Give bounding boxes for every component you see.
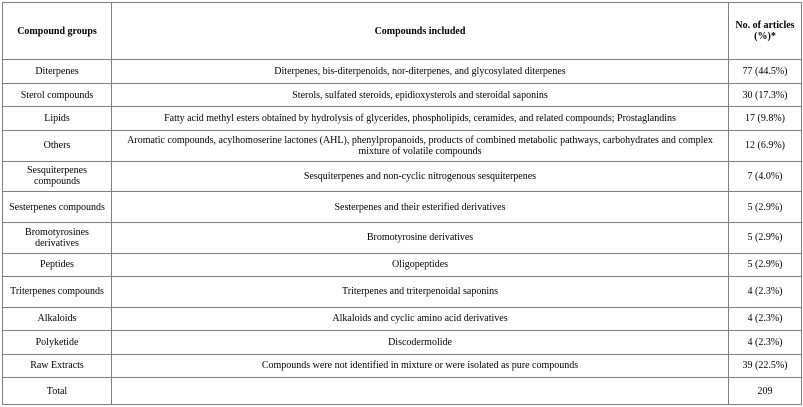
cell-compounds: Discodermolide	[112, 331, 729, 355]
header-row	[3, 3, 802, 60]
cell-group: Sesterpenes compounds	[3, 192, 112, 223]
cell-compounds: Diterpenes, bis-diterpenoids, nor-diterpenes, and glycosylated diterpenes	[112, 60, 729, 84]
table-row	[3, 161, 802, 192]
cell-compounds: Bromotyrosine derivatives	[112, 222, 729, 253]
cell-group: Diterpenes	[3, 60, 112, 84]
cell-articles: 77 (44.5%)	[729, 60, 802, 84]
cell-group: Lipids	[3, 107, 112, 131]
table-row	[3, 331, 802, 355]
cell-articles: 5 (2.9%)	[729, 253, 802, 277]
cell-compounds: Sesterpenes and their esterified derivatives	[112, 192, 729, 223]
cell-group: Sesquiterpenes compounds	[3, 161, 112, 192]
cell-articles: 4 (2.3%)	[729, 307, 802, 331]
total-row	[3, 378, 802, 405]
cell-compounds: Sterols, sulfated steroids, epidioxysterols and steroidal saponins	[112, 83, 729, 107]
cell-group: Alkaloids	[3, 307, 112, 331]
cell-compounds: Fatty acid methyl esters obtained by hydrolysis of glycerides, phospholipids, ceramides, and related compounds; Prostaglandins	[112, 107, 729, 131]
cell-group: Polyketide	[3, 331, 112, 355]
cell-group: Peptides	[3, 253, 112, 277]
table-row	[3, 107, 802, 131]
cell-compounds: Oligopeptides	[112, 253, 729, 277]
header-compound-groups: Compound groups	[3, 3, 112, 60]
cell-group: Sterol compounds	[3, 83, 112, 107]
cell-articles: 39 (22.5%)	[729, 354, 802, 378]
cell-compounds: Sesquiterpenes and non-cyclic nitrogenous sesquiterpenes	[112, 161, 729, 192]
cell-articles: 4 (2.3%)	[729, 331, 802, 355]
cell-group: Bromotyrosines derivatives	[3, 222, 112, 253]
table-row	[3, 130, 802, 161]
total-articles: 209	[729, 378, 802, 405]
cell-articles: 4 (2.3%)	[729, 277, 802, 308]
table-row	[3, 307, 802, 331]
cell-group: Triterpenes compounds	[3, 277, 112, 308]
cell-articles: 7 (4.0%)	[729, 161, 802, 192]
table-row	[3, 277, 802, 308]
cell-compounds: Aromatic compounds, acylhomoserine lactones (AHL), phenylpropanoids, products of combined metabolic pathways, carbohydrates and complex mixture of volatile compounds	[112, 130, 729, 161]
table-row	[3, 192, 802, 223]
total-compounds	[112, 378, 729, 405]
cell-articles: 30 (17.3%)	[729, 83, 802, 107]
table-row	[3, 354, 802, 378]
table-row	[3, 222, 802, 253]
table-row	[3, 60, 802, 84]
cell-articles: 5 (2.9%)	[729, 222, 802, 253]
cell-articles: 5 (2.9%)	[729, 192, 802, 223]
cell-compounds: Triterpenes and triterpenoidal saponins	[112, 277, 729, 308]
cell-articles: 12 (6.9%)	[729, 130, 802, 161]
total-label: Total	[3, 378, 112, 405]
header-no-of-articles: No. of articles (%)*	[729, 3, 802, 60]
cell-compounds: Alkaloids and cyclic amino acid derivatives	[112, 307, 729, 331]
compound-groups-table	[2, 2, 802, 405]
cell-group: Others	[3, 130, 112, 161]
header-compounds-included: Compounds included	[112, 3, 729, 60]
cell-group: Raw Extracts	[3, 354, 112, 378]
cell-articles: 17 (9.8%)	[729, 107, 802, 131]
table-row	[3, 83, 802, 107]
table-row	[3, 253, 802, 277]
cell-compounds: Compounds were not identified in mixture or were isolated as pure compounds	[112, 354, 729, 378]
